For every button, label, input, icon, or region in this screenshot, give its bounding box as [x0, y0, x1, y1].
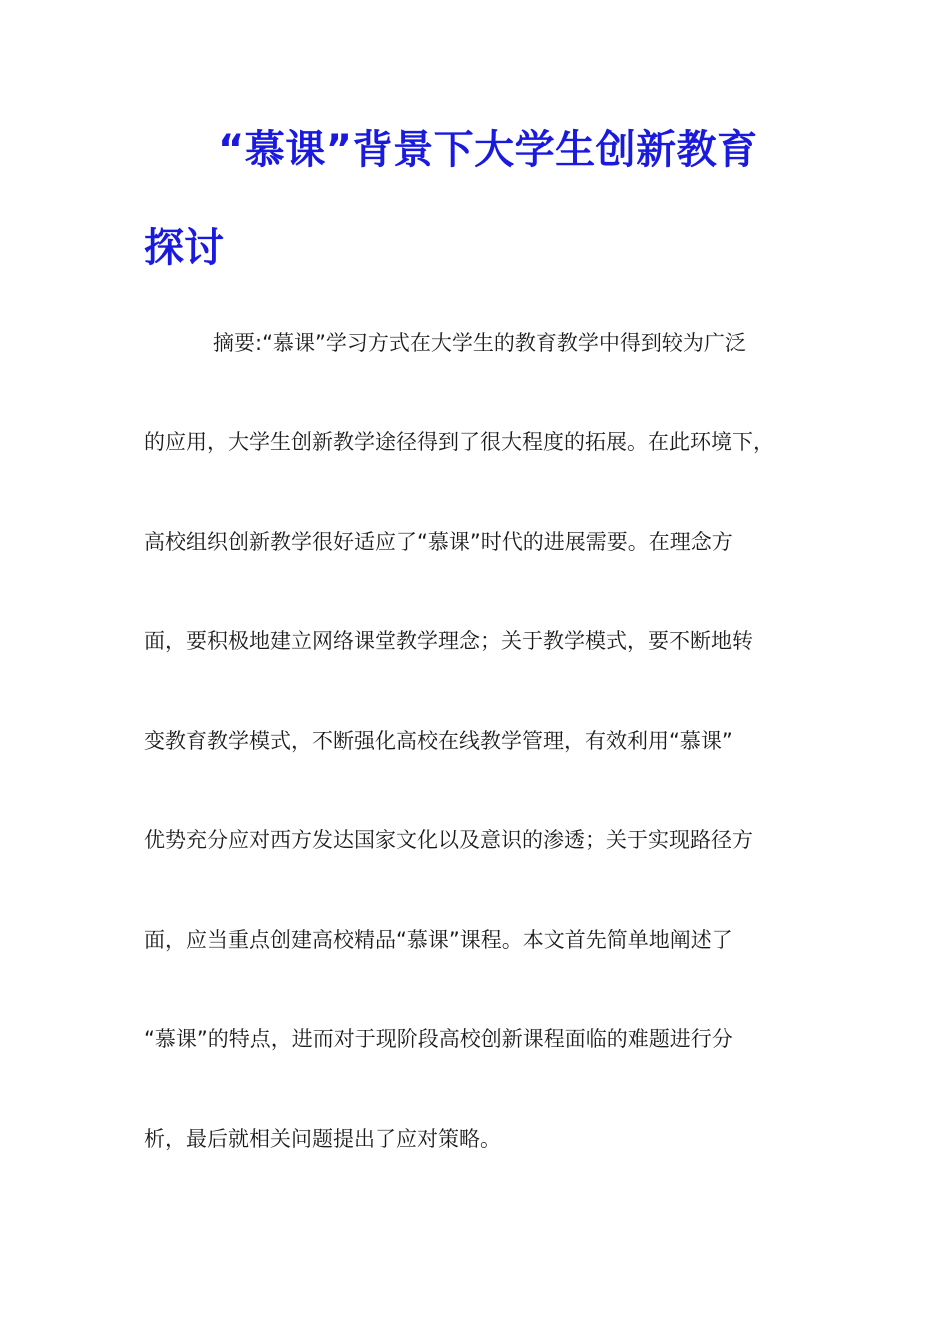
abstract-line: “慕课”的特点，进而对于现阶段高校创新课程面临的难题进行分 [144, 1027, 733, 1051]
abstract-line: 面，要积极地建立网络课堂教学理念；关于教学模式，要不断地转 [144, 629, 753, 653]
abstract-line: 高校组织创新教学很好适应了“慕课”时代的进展需要。在理念方 [144, 530, 733, 554]
abstract-line: 的应用，大学生创新教学途径得到了很大程度的拓展。在此环境下， [144, 430, 774, 454]
abstract-line: 优势充分应对西方发达国家文化以及意识的渗透；关于实现路径方 [144, 828, 753, 852]
abstract-line: 变教育教学模式，不断强化高校在线教学管理，有效利用“慕课” [144, 729, 733, 753]
abstract-line: 析，最后就相关问题提出了应对策略。 [144, 1127, 501, 1151]
document-title-line-1: “慕课”背景下大学生创新教育 [218, 127, 758, 173]
document-title-line-2: 探讨 [144, 225, 224, 271]
abstract-line: 摘要:“慕课”学习方式在大学生的教育教学中得到较为广泛 [213, 331, 746, 355]
abstract-line: 面，应当重点创建高校精品“慕课”课程。本文首先简单地阐述了 [144, 928, 733, 952]
